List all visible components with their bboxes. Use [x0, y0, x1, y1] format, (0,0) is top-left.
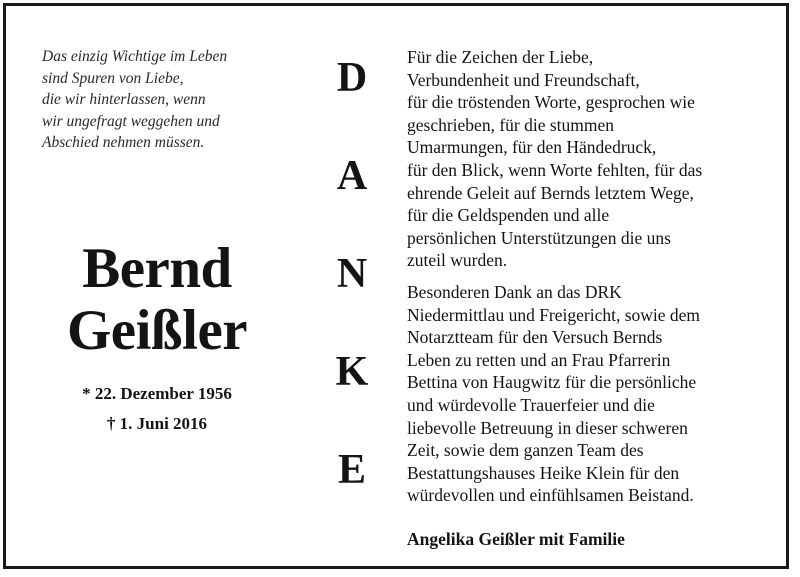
poem-line: Abschied nehmen müssen. — [42, 134, 205, 151]
last-name: Geißler — [66, 299, 248, 362]
text-line: Notarztteam für den Versuch Bernds — [407, 327, 663, 348]
text-line: Leben zu retten und an Frau Pfarrerin — [407, 349, 671, 370]
poem-line: Das einzig Wichtige im Leben — [42, 48, 228, 65]
text-line: Für die Zeichen der Liebe, — [407, 47, 594, 67]
text-line: ehrende Geleit auf Bernds letztem Wege, — [407, 182, 694, 203]
obituary-card — [3, 3, 789, 569]
danke-letter: A — [336, 153, 368, 199]
text-line: Verbundenheit und Freundschaft, — [407, 69, 640, 90]
danke-letter: K — [335, 349, 369, 395]
text-line: Bettina von Haugwitz für die persönliche — [407, 372, 697, 393]
text-line: würdevollen und einfühlsamen Beistand. — [407, 485, 694, 506]
text-line: Bestattungshauses Heike Klein für den — [407, 462, 680, 483]
text-line: für die Geldspenden und alle — [407, 205, 610, 226]
danke-letter: E — [337, 447, 366, 493]
first-name: Bernd — [82, 237, 232, 300]
text-line: für die tröstenden Worte, gesprochen wie — [407, 92, 695, 113]
text-line: und würdevolle Trauerfeier und die — [407, 394, 655, 415]
death-date: † 1. Juni 2016 — [106, 414, 208, 433]
memorial-poem — [42, 46, 292, 154]
signature: Angelika Geißler mit Familie — [407, 529, 625, 549]
deceased-name — [26, 238, 288, 362]
text-line: zuteil wurden. — [407, 250, 508, 271]
text-line: Besonderen Dank an das DRK — [407, 281, 622, 302]
text-line: liebevolle Betreuung in dieser schweren — [407, 417, 688, 438]
text-line: Umarmungen, für den Händedruck, — [407, 137, 657, 158]
special-thanks-paragraph — [407, 281, 787, 507]
text-line: für den Blick, wenn Worte fehlten, für das — [407, 159, 703, 180]
poem-line: sind Spuren von Liebe, — [42, 69, 184, 87]
life-dates — [26, 379, 288, 439]
birth-date: * 22. Dezember 1956 — [82, 384, 232, 403]
danke-letter: N — [336, 251, 368, 297]
thank-you-text — [407, 46, 787, 516]
text-line: geschrieben, für die stummen — [407, 114, 615, 135]
poem-line: wir ungefragt weggehen und — [42, 112, 220, 130]
text-line: persönlichen Unterstützungen die uns — [407, 227, 671, 248]
text-line: Zeit, sowie dem ganzen Team des — [407, 440, 644, 461]
text-line: Niedermittlau und Freigericht, sowie dem — [407, 304, 701, 325]
poem-line: die wir hinterlassen, wenn — [42, 91, 206, 108]
thanks-paragraph — [407, 46, 787, 272]
danke-letter: D — [336, 55, 368, 101]
